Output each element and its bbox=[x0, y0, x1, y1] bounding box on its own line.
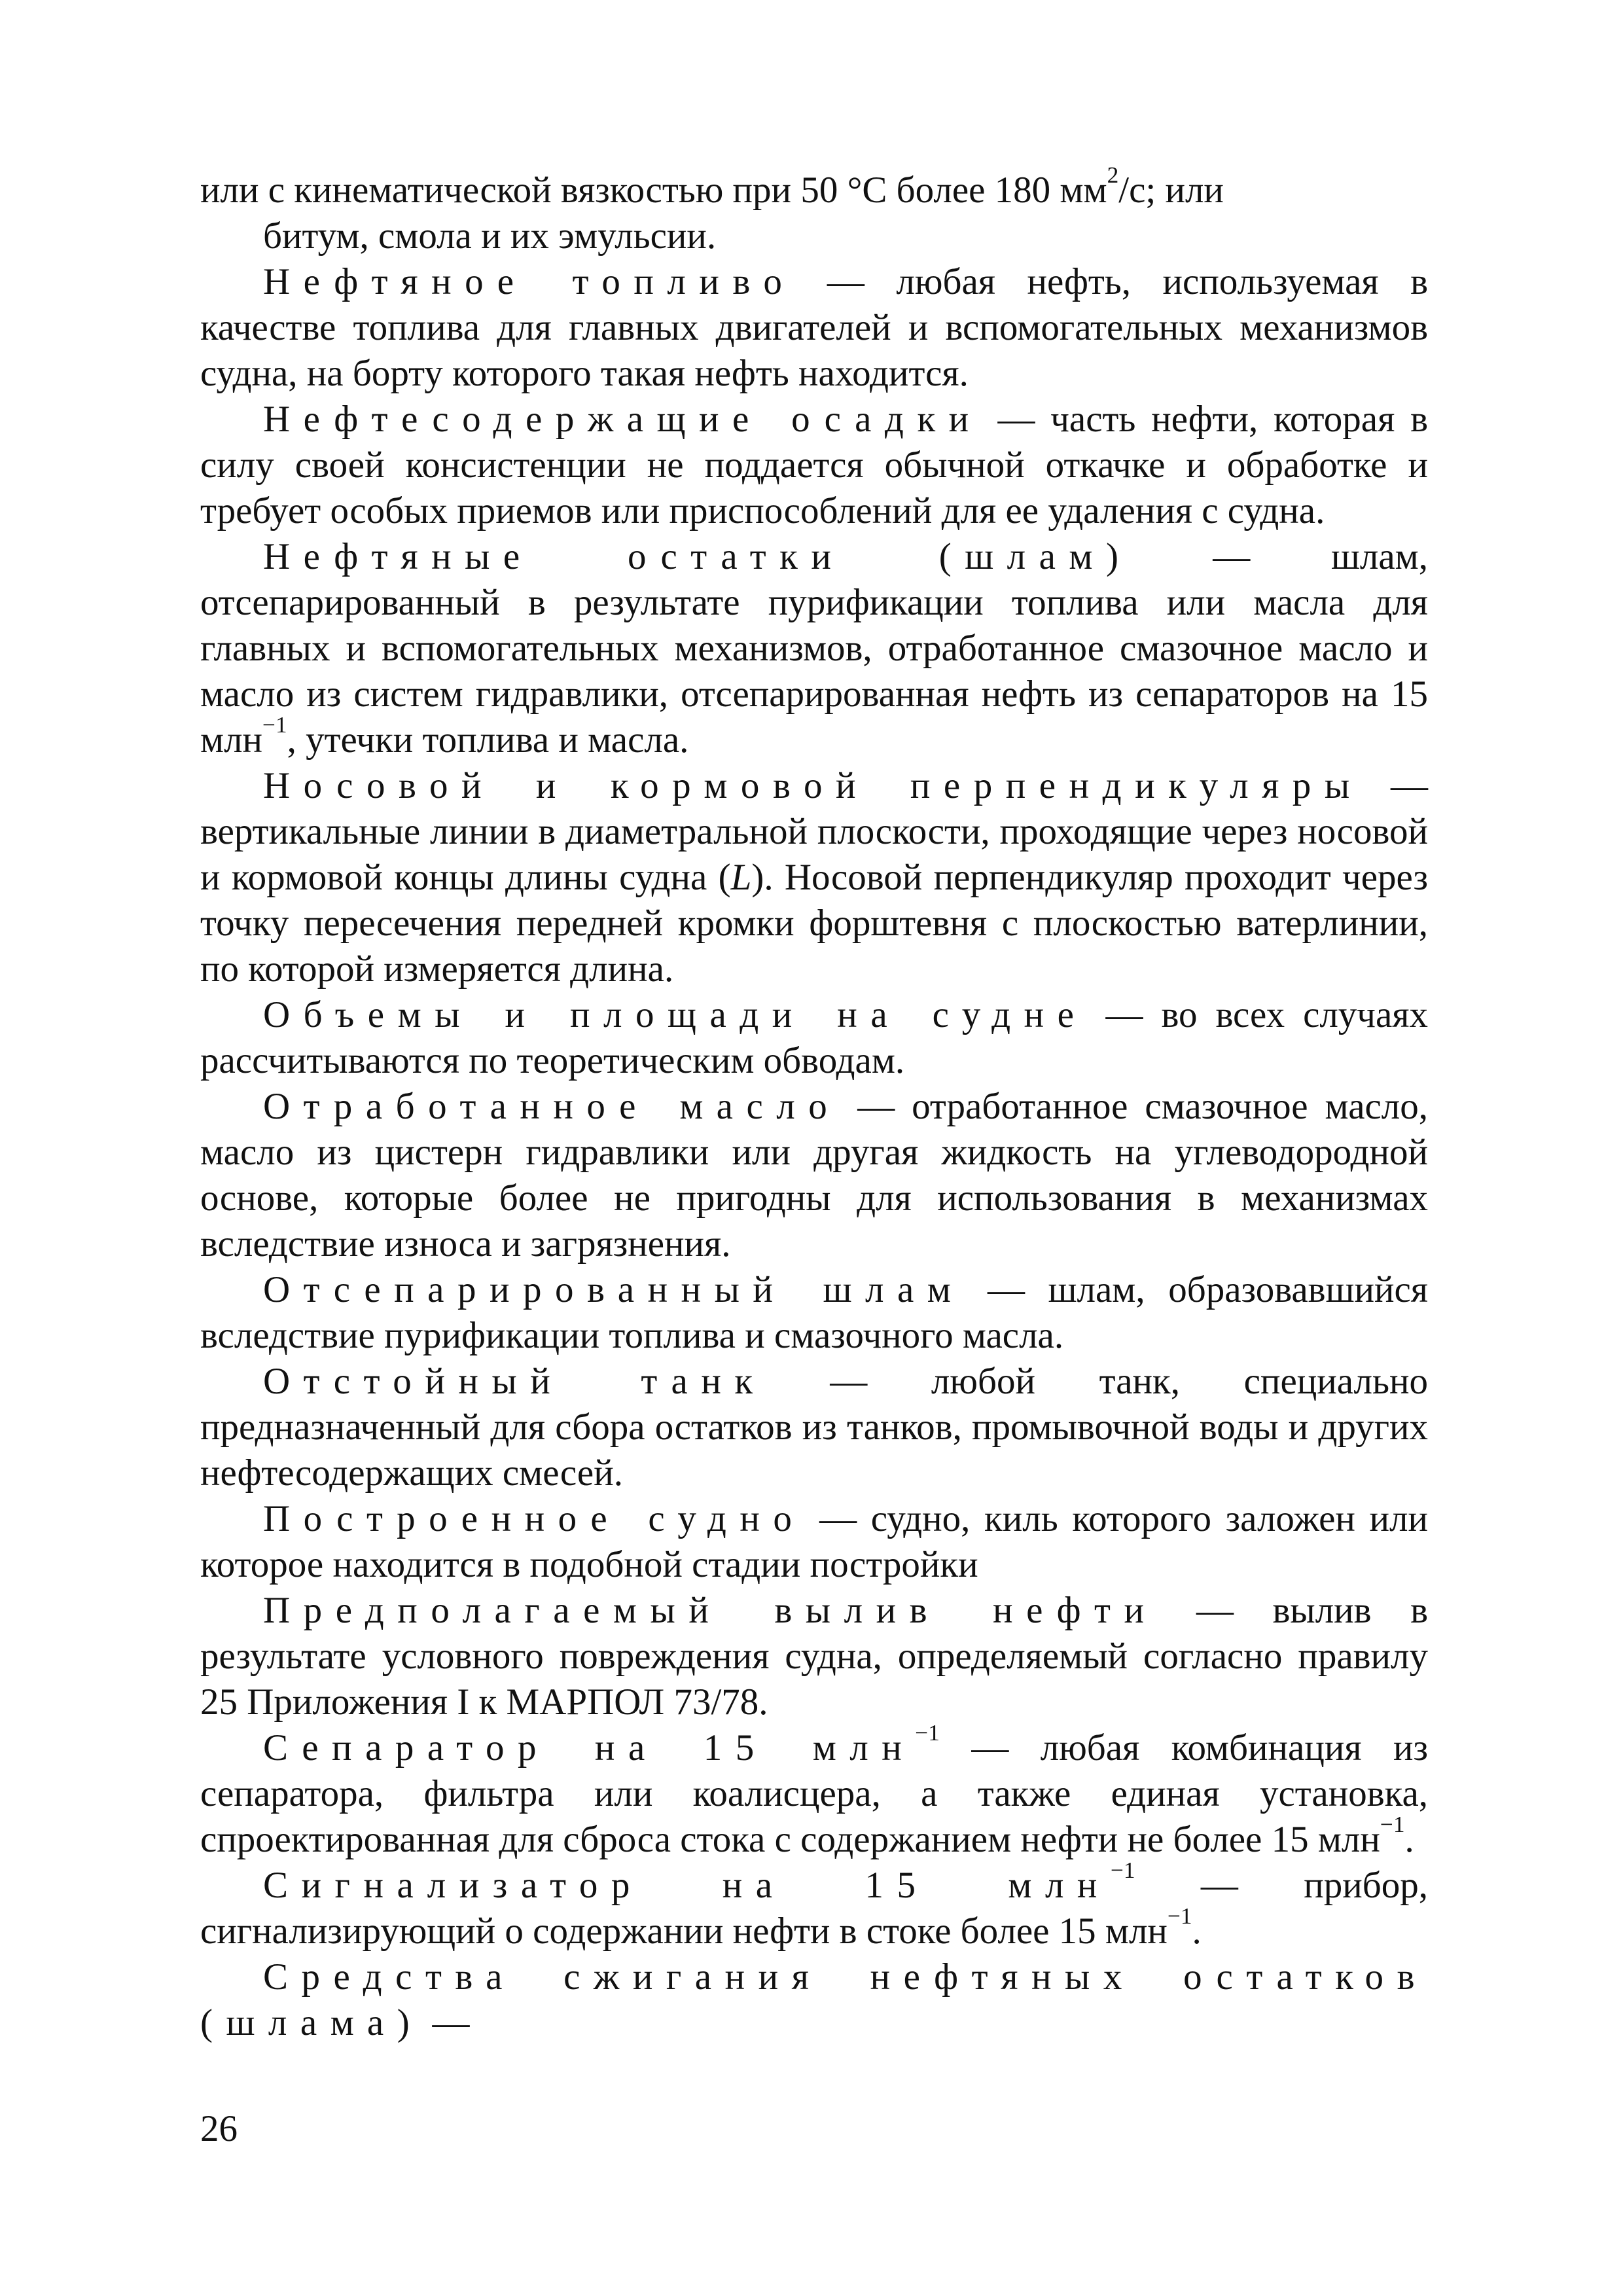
definition-entry bbox=[200, 1857, 1428, 1954]
definition-tail: . bbox=[1404, 1819, 1414, 1860]
superscript: 2 bbox=[1107, 162, 1119, 188]
definition: — любая нефть, используемая в качестве топлива для главных двигателей и вспомогательных механизмов судна, на борту которого такая нефть находится. bbox=[200, 261, 1429, 394]
definition: — любая комбинация из сепаратора, фильтра или коалисцера, а также единая установка, спроектированная для сброса стока с содержанием нефти не более 15 млн bbox=[200, 1727, 1428, 1860]
term: Предполагаемый вылив нефти bbox=[263, 1590, 1158, 1631]
intro-line-2: битум, смола и их эмульсии. bbox=[263, 215, 717, 257]
definition-entry bbox=[200, 397, 1428, 534]
definition: — любой танк, специально предназначенный для сбора остатков из танков, промывочной воды и других нефтесодержащих смесей. bbox=[200, 1361, 1428, 1494]
term: Сепаратор на 15 млн bbox=[263, 1727, 916, 1768]
term: Объемы и площади на судне bbox=[263, 994, 1088, 1035]
term: Отсепарированный шлам bbox=[263, 1269, 965, 1310]
intro-text: или с кинематической вязкостью при 50 °С более 180 мм bbox=[200, 170, 1107, 211]
superscript: −1 bbox=[1167, 1903, 1192, 1929]
definition-entry bbox=[200, 1084, 1428, 1267]
definition-entry bbox=[200, 763, 1428, 992]
definition-entry bbox=[200, 1719, 1428, 1863]
definition-entry bbox=[200, 1267, 1428, 1359]
definition: — шлам, образовавшийся вследствие пурификации топлива и смазочного масла. bbox=[200, 1269, 1428, 1356]
term: Отстойный танк bbox=[263, 1361, 766, 1402]
definition: — вылив в результате условного повреждения судна, определяемый согласно правилу 25 Приложения I к МАРПОЛ 73/78. bbox=[200, 1590, 1428, 1723]
definition-entry bbox=[200, 1359, 1428, 1496]
definition: — шлам, отсепарированный в результате пурификации топлива или масла для главных и вспомогательных механизмов, отработанное смазочное масло и масло из систем гидравлики, отсепарированная нефть из сепараторов на 15 млн bbox=[200, 536, 1428, 761]
definition-entry bbox=[200, 534, 1428, 763]
definition-tail: . bbox=[1192, 1910, 1202, 1952]
definition-entry bbox=[200, 1954, 1428, 2046]
definition: — прибор, сигнализирующий о содержании нефти в стоке более 15 млн bbox=[200, 1865, 1428, 1952]
definition: — отработанное смазочное масло, масло из цистерн гидравлики или другая жидкость на углеводородной основе, которые более не пригодны для использования в механизмах вследствие износа и загрязнения. bbox=[200, 1086, 1429, 1265]
definition-entry bbox=[200, 1496, 1428, 1588]
definition-entry bbox=[200, 259, 1428, 397]
definition: — вертикальные линии в диаметральной плоскости, проходящие через носовой и кормовой концы длины судна ( bbox=[200, 765, 1428, 898]
term: Построенное судно bbox=[263, 1498, 806, 1539]
term: Носовой и кормовой перпендикуляры bbox=[263, 765, 1363, 806]
definition: — часть нефти, которая в силу своей консистенции не поддается обычной откачке и обработке и требует особых приемов или приспособлений для ее удаления с судна. bbox=[200, 399, 1428, 531]
definition-tail: , утечки топлива и масла. bbox=[287, 719, 689, 761]
definition-tail: ). Носовой перпендикуляр проходит через точку пересечения передней кромки форштевня с плоскостью ватерлинии, по которой измеряется длина. bbox=[200, 857, 1429, 990]
superscript: −1 bbox=[1380, 1811, 1405, 1837]
definition: — во всех случаях рассчитываются по теоретическим обводам. bbox=[200, 994, 1428, 1081]
italic-symbol: L bbox=[730, 857, 752, 898]
intro-line-1 bbox=[200, 162, 1428, 213]
term: Нефтесодержащие осадки bbox=[263, 399, 982, 440]
term: Нефтяные остатки (шлам) bbox=[263, 536, 1132, 577]
page-number: 26 bbox=[200, 2108, 238, 2149]
definition: — судно, киль которого заложен или которое находится в подобной стадии постройки bbox=[200, 1498, 1428, 1585]
term: Нефтяное топливо bbox=[263, 261, 796, 302]
term: Сигнализатор на 15 млн bbox=[263, 1865, 1111, 1906]
superscript: −1 bbox=[262, 711, 287, 738]
term-superscript: −1 bbox=[1110, 1857, 1135, 1883]
term-superscript: −1 bbox=[915, 1719, 940, 1746]
body-text bbox=[200, 162, 1429, 2046]
term: Отработанное масло bbox=[263, 1086, 841, 1127]
definition-entry bbox=[200, 1588, 1428, 1725]
term: Средства сжигания нефтяных остатков (шлама) bbox=[200, 1956, 1428, 2043]
definition-entry bbox=[200, 992, 1428, 1084]
definition: — bbox=[423, 2002, 470, 2043]
intro-text-tail: /с; или bbox=[1118, 170, 1224, 211]
